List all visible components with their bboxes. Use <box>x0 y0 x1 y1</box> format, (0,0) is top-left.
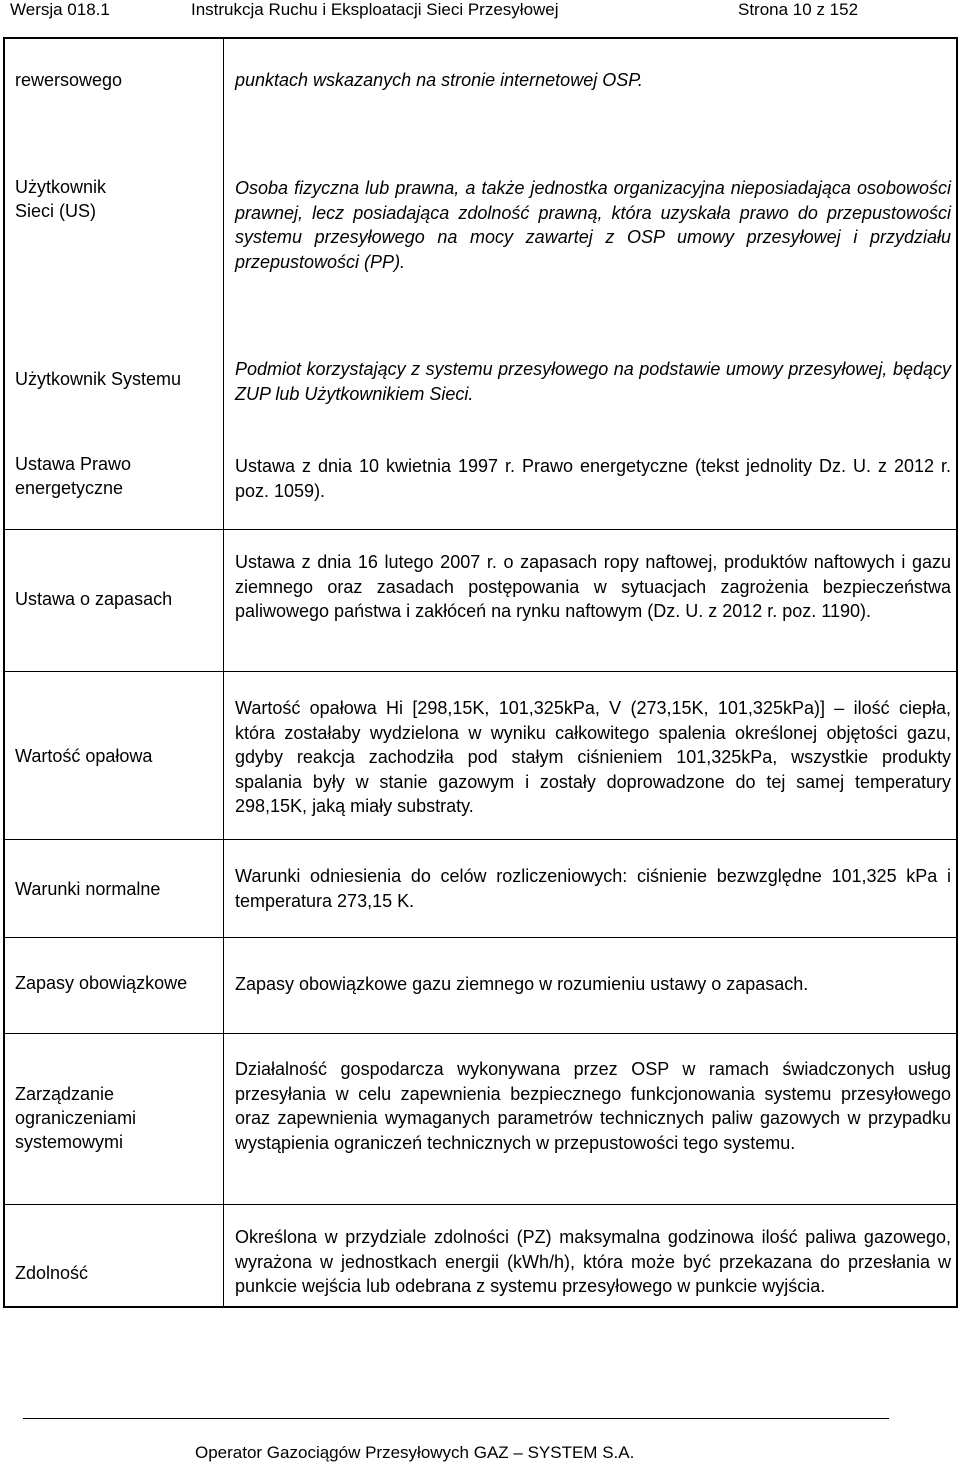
term-cell: Zapasy obowiązkowe <box>15 973 188 993</box>
table-row <box>5 529 956 672</box>
document-title: Instrukcja Ruchu i Eksploatacji Sieci Przesyłowej <box>191 0 559 19</box>
page-header <box>0 0 960 24</box>
term-cell: Ustawa Prawo energetyczne <box>15 454 132 498</box>
definition-cell: Osoba fizyczna lub prawna, a także jednostka organizacyjna nieposiadająca osobowości prawnej, lecz posiadająca zdolność prawną, która uzyskała prawo do przepustowości systemu przesyłowego na mocy zawartej z OSP umowy przesyłowej i przydziału przepustowości (PP). <box>235 178 951 272</box>
definition-cell: Zapasy obowiązkowe gazu ziemnego w rozumieniu ustawy o zapasach. <box>235 974 809 994</box>
definition-cell: Ustawa z dnia 10 kwietnia 1997 r. Prawo energetyczne (tekst jednolity Dz. U. z 2012 r. poz. 1059). <box>235 456 951 501</box>
term-cell: Wartość opałowa <box>15 746 153 766</box>
footer-divider <box>23 1418 889 1419</box>
table-row <box>5 671 956 840</box>
definition-cell: Działalność gospodarcza wykonywana przez OSP w ramach świadczonych usług przesyłania w celu zapewnienia bezpiecznego funkcjonowania systemu przesyłowego oraz zapewnienia wymaganych parametrów technicznych paliw gazowych w przypadku wystąpienia ograniczeń technicznych w przepustowości tego systemu. <box>235 1059 951 1153</box>
definition-cell: Ustawa z dnia 16 lutego 2007 r. o zapasach ropy naftowej, produktów naftowych i gazu ziemnego oraz zasadach postępowania w sytuacjach zagrożenia bezpieczeństwa paliwowego państwa i zakłóceń na rynku naftowym (Dz. U. z 2012 r. poz. 1190). <box>235 552 951 621</box>
definition-cell: punktach wskazanych na stronie internetowej OSP. <box>235 70 643 90</box>
term-cell: rewersowego <box>15 70 123 90</box>
table-row <box>5 1204 956 1307</box>
table-row <box>5 39 956 114</box>
document-version: Wersja 018.1 <box>10 0 110 19</box>
table-row <box>5 427 956 529</box>
table-row <box>5 114 956 334</box>
table-row <box>5 839 956 938</box>
term-cell: Zdolność <box>15 1263 89 1283</box>
term-cell: Zarządzanie ograniczeniami systemowymi <box>15 1084 137 1152</box>
definition-cell: Wartość opałowa Hi [298,15K, 101,325kPa, V (273,15K, 101,325kPa)] – ilość ciepła, która zostałaby wydzielona w wyniku całkowitego spalenia określonej objętości gazu, gdyby reakcja zachodziła pod stałym ciśnieniem 101,325kPa, wszystkie produkty spalania były w stanie gazowym i zostały doprowadzone do tej samej temperatury 298,15K, jaką miały substraty. <box>235 698 951 816</box>
definition-cell: Określona w przydziale zdolności (PZ) maksymalna godzinowa ilość paliwa gazowego, wyrażona w jednostkach energii (kWh/h), która może być przekazana do przesłania w punkcie wejścia lub odebrana z systemu przesyłowego w punkcie wyjścia. <box>235 1227 951 1296</box>
definitions-table <box>3 37 958 1308</box>
page-number: Strona 10 z 152 <box>738 0 859 19</box>
footer-company: Operator Gazociągów Przesyłowych GAZ – SYSTEM S.A. <box>195 1443 635 1462</box>
term-cell: Użytkownik Systemu <box>15 369 182 389</box>
definition-cell: Podmiot korzystający z systemu przesyłowego na podstawie umowy przesyłowej, będący ZUP lub Użytkownikiem Sieci. <box>235 359 951 404</box>
definition-cell: Warunki odniesienia do celów rozliczeniowych: ciśnienie bezwzględne 101,325 kPa i temperatura 273,15 K. <box>235 866 951 911</box>
table-row <box>5 937 956 1034</box>
table-row <box>5 334 956 427</box>
term-cell: Użytkownik Sieci (US) <box>15 177 107 221</box>
term-cell: Ustawa o zapasach <box>15 589 173 609</box>
table-row <box>5 1033 956 1205</box>
term-cell: Warunki normalne <box>15 879 161 899</box>
